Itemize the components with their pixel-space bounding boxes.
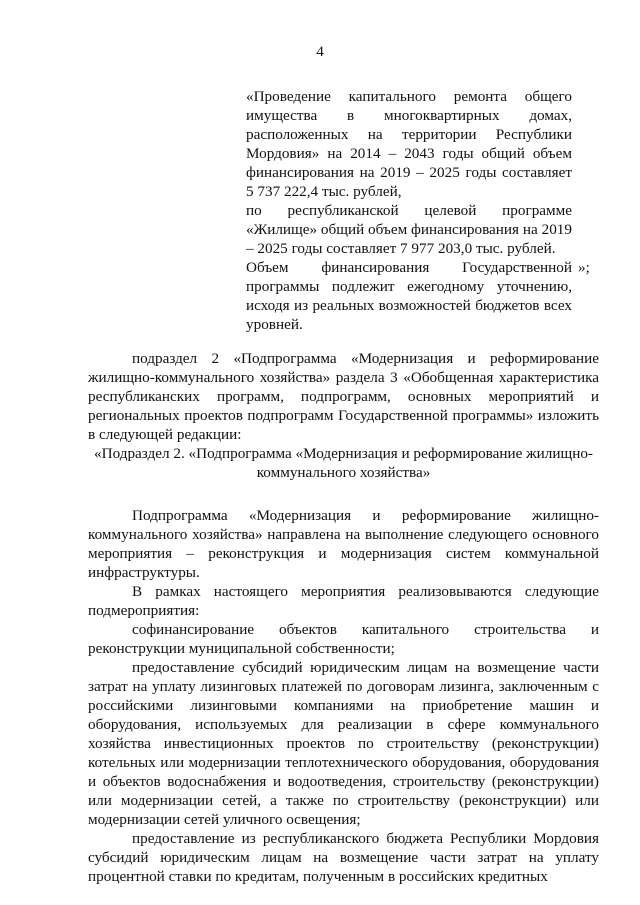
spacer — [88, 482, 599, 506]
body-paragraph: В рамках настоящего мероприятия реализовываются следующие подмероприятия: — [88, 583, 599, 619]
quote-paragraph: по республиканской целевой программе «Жилище» общий объем финансирования на 2019 – 2025 годы составляет 7 977 203,0 тыс. рублей. — [246, 202, 572, 257]
body-paragraph: предоставление субсидий юридическим лицам на возмещение части затрат на уплату лизинговых платежей по договорам лизинга, заключенным с российскими лизинговыми компаниями на приобретение машин и оборудования, используемых для реализации в сфере коммунального хозяйства инвестиционных проектов по строительству (реконструкции) котельных или модернизации теплотехнического оборудования, оборудования и объектов водоснабжения и водоотведения, строительству (реконструкции) или модернизации сетей, а также по строительству (реконструкции) или модернизации сетей уличного освещения; — [88, 659, 599, 828]
closing-quote: »; — [578, 259, 590, 276]
page-number: 4 — [316, 43, 324, 60]
main-text — [88, 349, 599, 886]
subsection-heading: «Подраздел 2. «Подпрограмма «Модернизация и реформирование жилищно-коммунального хозяйства» — [94, 445, 593, 481]
quoted-financing-block — [246, 87, 590, 334]
body-paragraph: предоставление из республиканского бюджета Республики Мордовия субсидий юридическим лицам на возмещение части затрат на уплату процентной ставки по кредитам, полученным в российских кредитных — [88, 830, 599, 885]
quote-paragraph: Объем финансирования Государственной программы подлежит ежегодному уточнению, исходя из реальных возможностей бюджетов всех уровней. »; — [246, 259, 590, 333]
amendment-instruction: подраздел 2 «Подпрограмма «Модернизация и реформирование жилищно-коммунального хозяйства» раздела 3 «Обобщенная характеристика республиканских программ, подпрограмм, основных мероприятий и региональных проектов подпрограмм Государственной программы» изложить в следующей редакции: — [88, 350, 599, 443]
body-paragraph: Подпрограмма «Модернизация и реформирование жилищно-коммунального хозяйства» направлена на выполнение следующего основного мероприятия – реконструкция и модернизация систем коммунальной инфраструктуры. — [88, 507, 599, 581]
quote-paragraph: «Проведение капитального ремонта общего имущества в многоквартирных домах, расположенных на территории Республики Мордовия» на 2014 – 2043 годы общий объем финансирования на 2019 – 2025 годы составляет 5 737 222,4 тыс. рублей, — [246, 88, 572, 200]
body-paragraph: софинансирование объектов капитального строительства и реконструкции муниципальной собственности; — [88, 621, 599, 657]
